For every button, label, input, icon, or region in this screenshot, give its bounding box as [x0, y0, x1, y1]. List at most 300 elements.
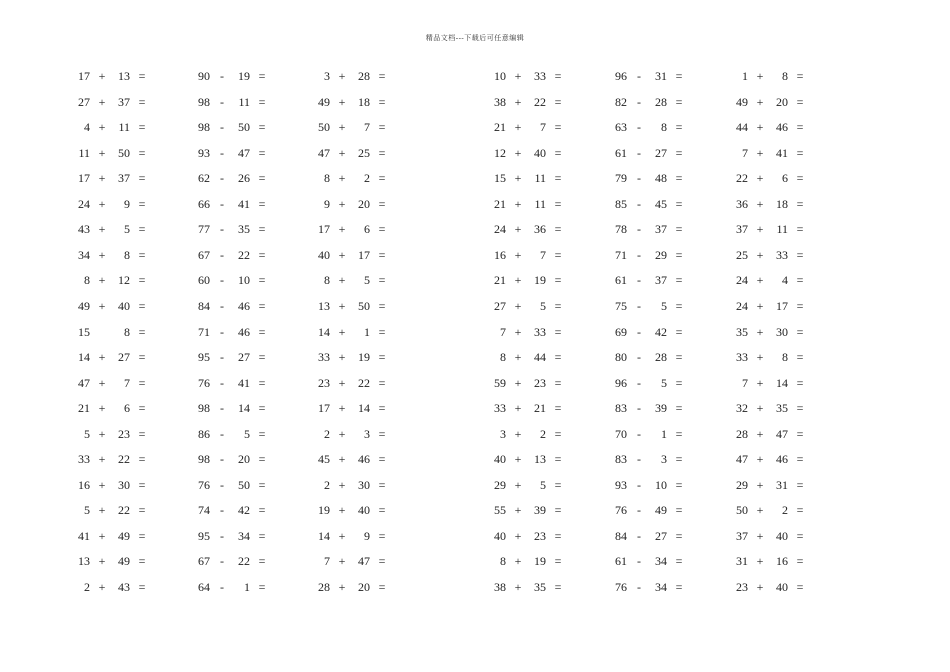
operand-b: 20 — [358, 196, 370, 211]
operand-b: 31 — [776, 477, 788, 492]
arithmetic-problem — [75, 475, 185, 495]
equals-sign: = — [138, 580, 146, 594]
operand-a: 23 — [736, 580, 748, 594]
operand-b: 1 — [244, 580, 250, 594]
operand-a: 21 — [78, 401, 90, 416]
equals-sign: = — [796, 426, 804, 441]
operand-a: 62 — [198, 171, 210, 186]
arithmetic-problem — [75, 66, 185, 86]
operand-b: 8 — [661, 120, 667, 135]
problem-row — [0, 245, 950, 265]
operand-b: 28 — [655, 94, 667, 109]
arithmetic-problem — [195, 245, 305, 265]
operator: - — [220, 580, 224, 594]
operator: - — [220, 401, 224, 416]
equals-sign: = — [138, 324, 146, 339]
operator: + — [756, 528, 764, 543]
arithmetic-problem — [733, 270, 843, 290]
arithmetic-problem — [733, 296, 843, 316]
arithmetic-problem — [75, 270, 185, 290]
operand-b: 40 — [776, 580, 788, 594]
operator: + — [98, 426, 106, 441]
arithmetic-problem — [612, 526, 722, 546]
operand-b: 46 — [776, 120, 788, 135]
problem-row — [0, 322, 950, 342]
operand-b: 47 — [776, 426, 788, 441]
equals-sign: = — [554, 426, 562, 441]
arithmetic-problem — [733, 194, 843, 214]
operand-b: 17 — [776, 298, 788, 313]
equals-sign: = — [138, 145, 146, 160]
arithmetic-problem — [733, 117, 843, 137]
arithmetic-problem — [612, 500, 722, 520]
operator: + — [338, 452, 346, 467]
arithmetic-problem — [733, 475, 843, 495]
operand-b: 20 — [238, 452, 250, 467]
equals-sign: = — [138, 350, 146, 365]
operand-a: 17 — [78, 171, 90, 186]
equals-sign: = — [378, 477, 386, 492]
operand-a: 8 — [324, 273, 330, 288]
equals-sign: = — [675, 554, 683, 569]
operand-a: 76 — [198, 375, 210, 390]
arithmetic-problem — [612, 219, 722, 239]
operand-b: 19 — [534, 554, 546, 569]
arithmetic-problem — [733, 577, 843, 597]
problem-row — [0, 475, 950, 495]
operand-a: 33 — [78, 452, 90, 467]
operand-b: 22 — [238, 247, 250, 262]
operand-a: 98 — [198, 120, 210, 135]
equals-sign: = — [796, 222, 804, 237]
operator: + — [98, 120, 106, 135]
operand-b: 22 — [534, 94, 546, 109]
operator: - — [220, 375, 224, 390]
operand-a: 17 — [78, 69, 90, 83]
equals-sign: = — [138, 196, 146, 211]
arithmetic-problem — [612, 194, 722, 214]
operand-b: 11 — [238, 94, 250, 109]
arithmetic-problem — [491, 322, 601, 342]
arithmetic-problem — [195, 424, 305, 444]
operator: - — [637, 120, 641, 135]
operand-a: 12 — [494, 145, 506, 160]
operand-b: 33 — [776, 247, 788, 262]
equals-sign: = — [138, 94, 146, 109]
arithmetic-problem — [491, 424, 601, 444]
arithmetic-problem — [491, 296, 601, 316]
equals-sign: = — [378, 324, 386, 339]
operator: + — [338, 94, 346, 109]
equals-sign: = — [675, 222, 683, 237]
operator: - — [220, 247, 224, 262]
arithmetic-problem — [75, 117, 185, 137]
operand-a: 37 — [736, 528, 748, 543]
operand-b: 23 — [534, 528, 546, 543]
equals-sign: = — [258, 324, 266, 339]
operand-b: 45 — [655, 196, 667, 211]
operand-b: 29 — [655, 247, 667, 262]
arithmetic-problem — [315, 526, 425, 546]
problem-row — [0, 551, 950, 571]
problem-row — [0, 500, 950, 520]
equals-sign: = — [378, 196, 386, 211]
operand-b: 5 — [124, 222, 130, 237]
arithmetic-problem — [733, 449, 843, 469]
operator: + — [338, 69, 346, 83]
equals-sign: = — [796, 401, 804, 416]
arithmetic-problem — [315, 296, 425, 316]
operand-b: 39 — [534, 503, 546, 518]
operand-b: 28 — [358, 69, 370, 83]
operand-a: 7 — [500, 324, 506, 339]
operand-a: 14 — [78, 350, 90, 365]
arithmetic-problem — [195, 270, 305, 290]
operator: - — [220, 452, 224, 467]
operand-b: 34 — [655, 554, 667, 569]
operator: + — [756, 324, 764, 339]
equals-sign: = — [554, 196, 562, 211]
operator: + — [338, 196, 346, 211]
operand-b: 46 — [238, 298, 250, 313]
arithmetic-problem — [491, 551, 601, 571]
operand-a: 2 — [324, 477, 330, 492]
equals-sign: = — [258, 401, 266, 416]
operand-b: 33 — [534, 324, 546, 339]
operand-b: 42 — [238, 503, 250, 518]
arithmetic-problem — [733, 424, 843, 444]
operand-b: 14 — [776, 375, 788, 390]
problem-row — [0, 398, 950, 418]
operand-a: 7 — [324, 554, 330, 569]
operand-b: 5 — [661, 375, 667, 390]
operand-a: 2 — [324, 426, 330, 441]
operator: - — [220, 426, 224, 441]
operator: + — [338, 298, 346, 313]
operand-a: 24 — [494, 222, 506, 237]
operand-a: 29 — [494, 477, 506, 492]
equals-sign: = — [378, 375, 386, 390]
arithmetic-problem — [733, 92, 843, 112]
operand-b: 2 — [540, 426, 546, 441]
operand-b: 22 — [238, 554, 250, 569]
equals-sign: = — [138, 554, 146, 569]
operand-a: 63 — [615, 120, 627, 135]
operand-a: 38 — [494, 580, 506, 594]
operand-a: 83 — [615, 401, 627, 416]
operator: - — [637, 580, 641, 594]
equals-sign: = — [554, 222, 562, 237]
operand-a: 77 — [198, 222, 210, 237]
operand-a: 27 — [494, 298, 506, 313]
arithmetic-problem — [315, 92, 425, 112]
operand-b: 23 — [534, 375, 546, 390]
operator: - — [637, 145, 641, 160]
operand-a: 35 — [736, 324, 748, 339]
operand-a: 15 — [494, 171, 506, 186]
operand-a: 49 — [318, 94, 330, 109]
arithmetic-problem — [75, 296, 185, 316]
operand-a: 98 — [198, 94, 210, 109]
equals-sign: = — [138, 273, 146, 288]
operator: + — [756, 298, 764, 313]
operator: + — [98, 196, 106, 211]
operand-a: 61 — [615, 145, 627, 160]
operand-a: 49 — [78, 298, 90, 313]
arithmetic-problem — [491, 398, 601, 418]
operand-a: 50 — [318, 120, 330, 135]
equals-sign: = — [554, 528, 562, 543]
equals-sign: = — [554, 94, 562, 109]
equals-sign: = — [258, 350, 266, 365]
operand-a: 86 — [198, 426, 210, 441]
operator: + — [98, 145, 106, 160]
arithmetic-problem — [315, 322, 425, 342]
operator: + — [756, 196, 764, 211]
operand-b: 50 — [118, 145, 130, 160]
equals-sign: = — [378, 94, 386, 109]
arithmetic-problem — [733, 398, 843, 418]
operand-a: 24 — [736, 273, 748, 288]
operand-b: 40 — [358, 503, 370, 518]
operator: + — [756, 94, 764, 109]
equals-sign: = — [378, 120, 386, 135]
equals-sign: = — [554, 401, 562, 416]
equals-sign: = — [258, 171, 266, 186]
operator: + — [98, 273, 106, 288]
operand-a: 84 — [198, 298, 210, 313]
operator: - — [220, 94, 224, 109]
arithmetic-problem — [195, 347, 305, 367]
equals-sign: = — [796, 554, 804, 569]
equals-sign: = — [258, 528, 266, 543]
arithmetic-problem — [612, 398, 722, 418]
arithmetic-problem — [75, 526, 185, 546]
operator: + — [514, 452, 522, 467]
equals-sign: = — [796, 196, 804, 211]
operand-b: 13 — [534, 452, 546, 467]
arithmetic-problem — [612, 577, 722, 597]
operand-a: 67 — [198, 247, 210, 262]
operator: + — [514, 171, 522, 186]
operator: - — [637, 426, 641, 441]
operator: - — [637, 528, 641, 543]
operand-b: 46 — [358, 452, 370, 467]
operand-a: 25 — [736, 247, 748, 262]
arithmetic-problem — [315, 117, 425, 137]
arithmetic-problem — [75, 449, 185, 469]
equals-sign: = — [554, 324, 562, 339]
equals-sign: = — [138, 401, 146, 416]
operand-a: 22 — [736, 171, 748, 186]
operand-b: 49 — [118, 528, 130, 543]
operand-a: 21 — [494, 120, 506, 135]
operand-b: 8 — [124, 324, 130, 339]
arithmetic-problem — [733, 143, 843, 163]
operand-b: 9 — [364, 528, 370, 543]
equals-sign: = — [675, 503, 683, 518]
operand-a: 40 — [318, 247, 330, 262]
operand-b: 19 — [238, 69, 250, 83]
equals-sign: = — [675, 171, 683, 186]
operand-a: 41 — [78, 528, 90, 543]
equals-sign: = — [378, 528, 386, 543]
equals-sign: = — [378, 503, 386, 518]
operand-b: 1 — [364, 324, 370, 339]
operand-b: 43 — [118, 580, 130, 594]
problem-row — [0, 296, 950, 316]
operand-b: 36 — [534, 222, 546, 237]
operand-b: 41 — [238, 196, 250, 211]
operand-b: 10 — [655, 477, 667, 492]
operand-b: 10 — [238, 273, 250, 288]
arithmetic-problem — [733, 551, 843, 571]
arithmetic-problem — [75, 92, 185, 112]
operator: + — [98, 350, 106, 365]
operand-a: 76 — [198, 477, 210, 492]
arithmetic-problem — [75, 373, 185, 393]
operand-b: 2 — [782, 503, 788, 518]
problem-row — [0, 168, 950, 188]
equals-sign: = — [796, 298, 804, 313]
operand-a: 21 — [494, 196, 506, 211]
equals-sign: = — [675, 94, 683, 109]
operand-a: 11 — [78, 145, 90, 160]
equals-sign: = — [796, 324, 804, 339]
arithmetic-problem — [733, 322, 843, 342]
operand-b: 4 — [782, 273, 788, 288]
operand-a: 21 — [494, 273, 506, 288]
arithmetic-problem — [612, 270, 722, 290]
operand-b: 11 — [776, 222, 788, 237]
operand-b: 34 — [238, 528, 250, 543]
operand-a: 44 — [736, 120, 748, 135]
equals-sign: = — [138, 426, 146, 441]
arithmetic-problem — [733, 219, 843, 239]
operand-b: 25 — [358, 145, 370, 160]
operand-a: 79 — [615, 171, 627, 186]
arithmetic-problem — [612, 424, 722, 444]
arithmetic-problem — [195, 296, 305, 316]
arithmetic-problem — [195, 475, 305, 495]
operand-b: 20 — [358, 580, 370, 594]
operator: + — [98, 554, 106, 569]
arithmetic-problem — [315, 475, 425, 495]
operator: + — [338, 477, 346, 492]
arithmetic-problem — [491, 168, 601, 188]
operand-b: 46 — [238, 324, 250, 339]
arithmetic-problem — [491, 373, 601, 393]
equals-sign: = — [554, 375, 562, 390]
equals-sign: = — [138, 171, 146, 186]
operand-b: 16 — [776, 554, 788, 569]
operand-a: 43 — [78, 222, 90, 237]
operand-b: 8 — [782, 69, 788, 83]
arithmetic-problem — [733, 526, 843, 546]
arithmetic-problem — [491, 526, 601, 546]
operator: + — [514, 298, 522, 313]
arithmetic-problem — [612, 296, 722, 316]
operator: + — [98, 528, 106, 543]
equals-sign: = — [796, 247, 804, 262]
arithmetic-problem — [75, 500, 185, 520]
problem-row — [0, 526, 950, 546]
arithmetic-problem — [612, 66, 722, 86]
operator: + — [338, 247, 346, 262]
operand-a: 24 — [736, 298, 748, 313]
operand-a: 24 — [78, 196, 90, 211]
arithmetic-problem — [491, 475, 601, 495]
operand-a: 95 — [198, 528, 210, 543]
operator: - — [220, 503, 224, 518]
operand-a: 5 — [84, 426, 90, 441]
operand-b: 42 — [655, 324, 667, 339]
arithmetic-problem — [612, 322, 722, 342]
operator: + — [98, 580, 106, 594]
operator: + — [756, 503, 764, 518]
arithmetic-problem — [612, 245, 722, 265]
operator: + — [514, 375, 522, 390]
operand-a: 1 — [742, 69, 748, 83]
operator: - — [637, 196, 641, 211]
arithmetic-problem — [315, 373, 425, 393]
operator: - — [220, 350, 224, 365]
operand-a: 80 — [615, 350, 627, 365]
operand-a: 23 — [318, 375, 330, 390]
operand-a: 15 — [78, 324, 90, 339]
problem-row — [0, 194, 950, 214]
equals-sign: = — [378, 69, 386, 83]
arithmetic-problem — [733, 500, 843, 520]
equals-sign: = — [138, 247, 146, 262]
operand-a: 75 — [615, 298, 627, 313]
equals-sign: = — [258, 120, 266, 135]
arithmetic-problem — [315, 143, 425, 163]
operand-b: 7 — [540, 247, 546, 262]
operand-a: 10 — [494, 69, 506, 83]
operand-a: 61 — [615, 554, 627, 569]
equals-sign: = — [554, 580, 562, 594]
equals-sign: = — [554, 273, 562, 288]
equals-sign: = — [675, 145, 683, 160]
operand-a: 47 — [78, 375, 90, 390]
equals-sign: = — [258, 196, 266, 211]
operator: + — [98, 94, 106, 109]
equals-sign: = — [378, 145, 386, 160]
operand-a: 4 — [84, 120, 90, 135]
operand-b: 37 — [118, 171, 130, 186]
operand-b: 9 — [124, 196, 130, 211]
operand-a: 67 — [198, 554, 210, 569]
operator: + — [514, 324, 522, 339]
problem-row — [0, 424, 950, 444]
arithmetic-problem — [75, 245, 185, 265]
operator: - — [637, 222, 641, 237]
equals-sign: = — [796, 273, 804, 288]
equals-sign: = — [378, 452, 386, 467]
equals-sign: = — [675, 350, 683, 365]
operand-a: 98 — [198, 452, 210, 467]
problem-row — [0, 143, 950, 163]
operand-b: 27 — [655, 145, 667, 160]
operand-b: 7 — [540, 120, 546, 135]
arithmetic-problem — [315, 245, 425, 265]
operand-b: 20 — [776, 94, 788, 109]
operand-b: 37 — [655, 273, 667, 288]
operator: - — [220, 69, 224, 83]
arithmetic-problem — [733, 66, 843, 86]
operator: + — [98, 247, 106, 262]
